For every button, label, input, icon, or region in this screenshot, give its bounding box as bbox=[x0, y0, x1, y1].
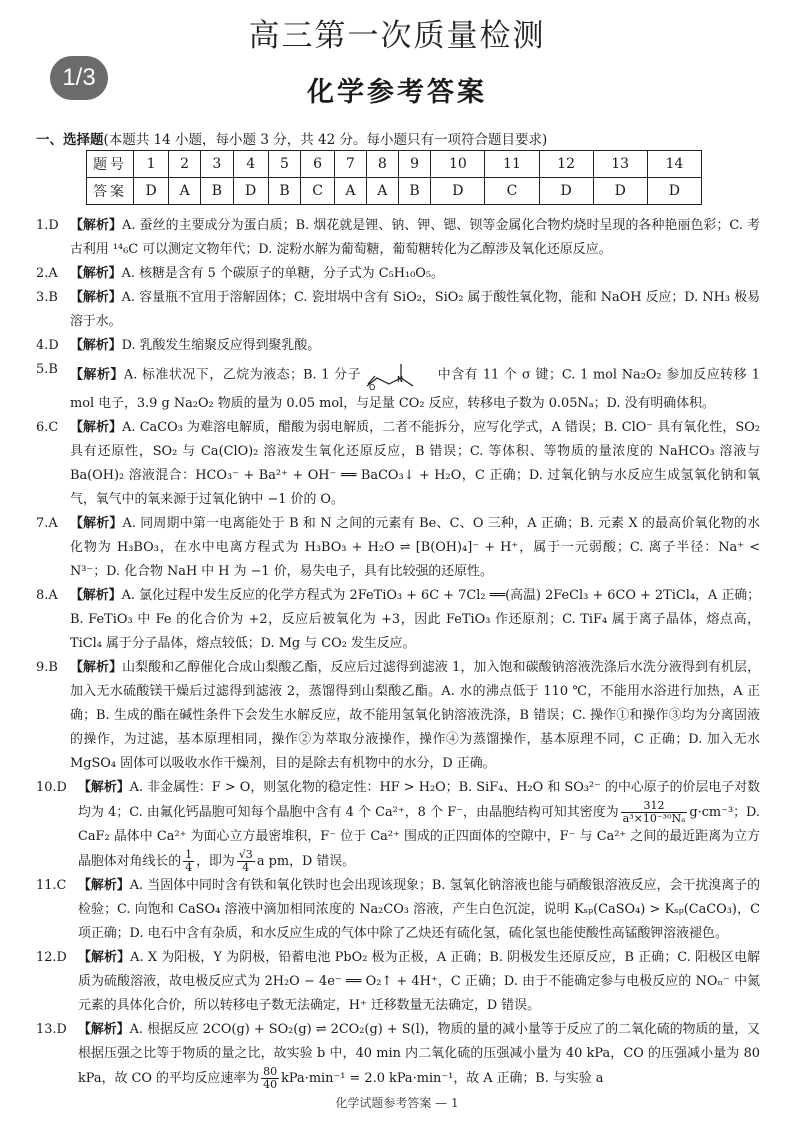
section-heading-bold: 一、选择题 bbox=[36, 132, 104, 148]
item-text: 【解析】A. 标准状况下，乙烷为液态；B. 1 分子 O N 中含有 11 个 σ 键；C. 1 mol Na₂O₂ 参加反应转移 1 mol 电子，3.9 g Na₂O₂ 物质的量为 0.05 mol，与足量 CO₂ 反应，转移电子数为 0.05Nₐ；D. 没有明确体积。 bbox=[70, 358, 760, 416]
analysis-tag: 【解析】 bbox=[70, 516, 123, 531]
answer-cell: D bbox=[233, 178, 268, 205]
analysis-tag: 【解析】 bbox=[70, 338, 122, 353]
answer-cell: B bbox=[201, 178, 233, 205]
explanation-item bbox=[36, 776, 760, 874]
item-number: 9.B bbox=[36, 660, 58, 675]
item-number: 8.A bbox=[36, 588, 58, 603]
answer-cell: C bbox=[301, 178, 335, 205]
question-number: 10 bbox=[431, 151, 485, 178]
question-number: 7 bbox=[334, 151, 366, 178]
explanation-item bbox=[36, 416, 760, 512]
explanation-item bbox=[36, 334, 760, 358]
answer-cell: D bbox=[431, 178, 485, 205]
document-subtitle: 化学参考答案 bbox=[307, 77, 487, 108]
analysis-tag: 【解析】 bbox=[70, 420, 123, 435]
item-number: 10.D bbox=[36, 780, 67, 795]
item-text: 【解析】A. 容量瓶不宜用于溶解固体；C. 瓷坩埚中含有 SiO₂，SiO₂ 属于酸性氧化物，能和 NaOH 反应；D. NH₃ 极易溶于水。 bbox=[70, 290, 760, 329]
explanation-item bbox=[36, 358, 760, 416]
item-number: 2.A bbox=[36, 266, 58, 281]
answer-cell: D bbox=[134, 178, 169, 205]
item-text: 【解析】A. 核糖是含有 5 个碳原子的单糖，分子式为 C₅H₁₀O₅。 bbox=[70, 266, 444, 281]
item-text: 【解析】A. 同周期中第一电离能处于 B 和 N 之间的元素有 Be、C、O 三种，A 正确；B. 元素 X 的最高价氧化物的水化物为 H₃BO₃，在水中电离方程式为 H₃BO₃ + H₂O ⇌ [B(OH)₄]⁻ + H⁺，属于一元弱酸；C. 离子半径：Na⁺ < N³⁻；D. 化合物 NaH 中 H 为 −1 价，易失电子，具有比较强的还原性。 bbox=[70, 516, 761, 579]
item-number: 5.B bbox=[36, 362, 58, 377]
answer-cell: C bbox=[485, 178, 539, 205]
item-number: 1.D bbox=[36, 218, 59, 233]
section-heading bbox=[36, 128, 764, 148]
analysis-tag: 【解析】 bbox=[70, 218, 123, 233]
analysis-tag: 【解析】 bbox=[70, 588, 122, 603]
explanation-item bbox=[36, 584, 760, 656]
answer-cell: A bbox=[366, 178, 398, 205]
item-text: 【解析】A. 根据反应 2CO(g) + SO₂(g) ⇌ 2CO₂(g) + S(l)，物质的量的减小量等于反应了的二氧化硫的物质的量，又根据压强之比等于物质的量之比，故实验 b 中，40 min 内二氧化硫的压强减小量为 40 kPa，CO 的压强减小量为 80 kPa，故 CO 的平均反应速率为 $\frac{80}{40}$ kPa·min⁻¹ = 2.0 kPa·min⁻¹，故 A 正确；B. 与实验 a bbox=[78, 1022, 761, 1091]
analysis-tag: 【解析】 bbox=[70, 367, 124, 383]
answer-cell: A bbox=[169, 178, 201, 205]
question-number: 14 bbox=[647, 151, 701, 178]
question-number: 4 bbox=[233, 151, 268, 178]
row-label-question: 题号 bbox=[87, 151, 134, 178]
item-text: 【解析】A. CaCO₃ 为难溶电解质，醋酸为弱电解质，二者不能拆分，应写化学式，A 错误；B. ClO⁻ 具有氧化性，SO₂ 具有还原性，SO₂ 与 Ca(ClO)₂ 溶液发生氧化还原反应，B 错误；C. 等体积、等物质的量浓度的 NaHCO₃ 溶液与 Ba(OH)₂ 溶液混合：HCO₃⁻ + Ba²⁺ + OH⁻ ══ BaCO₃↓ + H₂O，C 正确；D. 过氧化钠与水反应生成氢氧化钠和氧气，氧气中的氧来源于过氧化钠中 −1 价的 O。 bbox=[70, 420, 760, 507]
page-footer: 化学试题参考答案 — 1 bbox=[335, 1096, 459, 1110]
question-number: 6 bbox=[301, 151, 335, 178]
answer-cell: A bbox=[334, 178, 366, 205]
item-text: 【解析】D. 乳酸发生缩聚反应得到聚乳酸。 bbox=[70, 338, 321, 353]
question-number: 5 bbox=[268, 151, 300, 178]
explanation-item bbox=[36, 286, 760, 334]
answer-cell: D bbox=[647, 178, 701, 205]
answer-cell: B bbox=[398, 178, 430, 205]
item-number: 13.D bbox=[36, 1022, 67, 1037]
analysis-tag: 【解析】 bbox=[78, 950, 131, 965]
question-number: 2 bbox=[169, 151, 201, 178]
analysis-tag: 【解析】 bbox=[70, 290, 122, 305]
answer-key-table bbox=[86, 150, 702, 205]
item-number: 12.D bbox=[36, 950, 67, 965]
answer-table-answer-row bbox=[87, 178, 702, 205]
question-number: 8 bbox=[366, 151, 398, 178]
distance-fraction: $\frac{√3}{4}$ bbox=[238, 848, 253, 874]
question-number: 13 bbox=[593, 151, 647, 178]
answer-cell: D bbox=[539, 178, 593, 205]
explanation-item bbox=[36, 874, 760, 946]
svg-text:N: N bbox=[397, 375, 404, 384]
density-fraction: $\frac{312}{\text{a³×10⁻³⁰Nₐ}}$ bbox=[622, 799, 686, 825]
quarter-fraction: $\frac{1}{4}$ bbox=[185, 848, 193, 874]
item-number: 7.A bbox=[36, 516, 58, 531]
explanation-item bbox=[36, 214, 760, 262]
answer-cell: D bbox=[593, 178, 647, 205]
item-text: 【解析】A. 当固体中同时含有铁和氧化铁时也会出现该现象；B. 氢氧化钠溶液也能与硝酸银溶液反应，会干扰溴离子的检验；C. 向饱和 CaSO₄ 溶液中滴加相同浓度的 Na₂CO₃ 溶液，产生白色沉淀，说明 Kₛₚ(CaSO₄) > Kₛₚ(CaCO₃)，C 项正确；D. 电石中含有杂质，和水反应生成的气体中除了乙炔还有硫化氢，硫化氢也能使酸性高锰酸钾溶液褪色。 bbox=[78, 878, 761, 941]
row-label-answer: 答案 bbox=[87, 178, 134, 205]
explanation-item bbox=[36, 656, 760, 776]
dmf-structure-icon bbox=[363, 358, 435, 392]
svg-text:O: O bbox=[369, 383, 376, 392]
page-indicator-badge: 1/3 bbox=[50, 56, 108, 100]
analysis-tag: 【解析】 bbox=[70, 660, 123, 675]
item-text: 【解析】A. 非金属性：F > O，则氢化物的稳定性：HF > H₂O；B. SiF₄、H₂O 和 SO₃²⁻ 的中心原子的价层电子对数均为 4；C. 由氟化钙晶胞可知每个晶胞中含有 4 个 Ca²⁺，8 个 F⁻，由晶胞结构可知其密度为 $\frac{312}{\text{a³×10⁻³⁰Nₐ}}$ g·cm⁻³；D. CaF₂ 晶体中 Ca²⁺ 为面心立方最密堆积，F⁻ 位于 Ca²⁺ 围成的正四面体的空隙中，F⁻ 与 Ca²⁺ 之间的最近距离为立方晶胞体对角线长的 $\frac{1}{4}$ ，即为 $\frac{√3}{4}$ a pm，D 错误。 bbox=[78, 780, 760, 874]
analysis-tag: 【解析】 bbox=[70, 266, 122, 281]
item-text: 【解析】A. 蚕丝的主要成分为蛋白质；B. 烟花就是锂、钠、钾、锶、钡等金属化合物灼烧时呈现的各种艳丽色彩；C. 考古利用 ¹⁴₆C 可以测定文物年代；D. 淀粉水解为葡萄糖，葡萄糖转化为乙醇涉及氧化还原反应。 bbox=[70, 218, 761, 257]
analysis-tag: 【解析】 bbox=[78, 1022, 130, 1037]
item-number: 4.D bbox=[36, 338, 59, 353]
analysis-tag: 【解析】 bbox=[78, 878, 130, 893]
explanations-list bbox=[36, 214, 760, 1091]
item-text: 【解析】山梨酸和乙醇催化合成山梨酸乙酯，反应后过滤得到滤液 1，加入饱和碳酸钠溶液洗涤后水洗分液得到有机层，加入无水硫酸镁干燥后过滤得到滤液 2，蒸馏得到山梨酸乙酯。A. 水的沸点低于 110 ℃，不能用水浴进行加热，A 正确；B. 生成的酯在碱性条件下会发生水解反应，故不能用氢氧化钠溶液洗涤，B 错误；C. 操作①和操作③均为分离固液的操作，为过滤，基本原理相同，操作②为萃取分液操作，操作④为蒸馏操作，基本原理不同，C 正确；D. 加入无水 MgSO₄ 固体可以吸收水作干燥剂，目的是除去有机物中的水分，D 正确。 bbox=[70, 660, 761, 771]
question-number: 9 bbox=[398, 151, 430, 178]
explanation-item bbox=[36, 512, 760, 584]
exam-title: 高三第一次质量检测 bbox=[248, 18, 546, 54]
explanation-item bbox=[36, 946, 760, 1018]
section-heading-note: (本题共 14 小题，每小题 3 分，共 42 分。每小题只有一项符合题目要求) bbox=[103, 132, 548, 148]
answer-table-number-row bbox=[87, 151, 702, 178]
item-number: 3.B bbox=[36, 290, 58, 305]
item-number: 11.C bbox=[36, 878, 67, 893]
analysis-tag: 【解析】 bbox=[78, 780, 130, 795]
item-text: 【解析】A. X 为阳极，Y 为阴极，铅蓄电池 PbO₂ 极为正极，A 正确；B. 阴极发生还原反应，B 正确；C. 阳极区电解质为硫酸溶液，故电极反应式为 2H₂O − 4e⁻ ══ O₂↑ + 4H⁺，C 正确；D. 由于不能确定参与电极反应的 NOₙ⁻ 中氮元素的具体化合价，所以转移电子数无法确定，H⁺ 迁移数量无法确定，D 错误。 bbox=[78, 950, 761, 1013]
rate-fraction: $\frac{80}{40}$ bbox=[263, 1065, 278, 1091]
explanation-item bbox=[36, 1018, 760, 1091]
item-text: 【解析】A. 氯化过程中发生反应的化学方程式为 2FeTiO₃ + 6C + 7Cl₂ ══(高温) 2FeCl₃ + 6CO + 2TiCl₄，A 正确；B. FeTiO₃ 中 Fe 的化合价为 +2，反应后被氧化为 +3，因此 FeTiO₃ 作还原剂；C. TiF₄ 属于离子晶体，熔点高，TiCl₄ 属于分子晶体，熔点较低；D. Mg 与 CO₂ 发生反应。 bbox=[70, 588, 760, 651]
item-number: 6.C bbox=[36, 420, 59, 435]
question-number: 1 bbox=[134, 151, 169, 178]
question-number: 12 bbox=[539, 151, 593, 178]
explanation-item bbox=[36, 262, 760, 286]
question-number: 11 bbox=[485, 151, 539, 178]
question-number: 3 bbox=[201, 151, 233, 178]
answer-cell: B bbox=[268, 178, 300, 205]
